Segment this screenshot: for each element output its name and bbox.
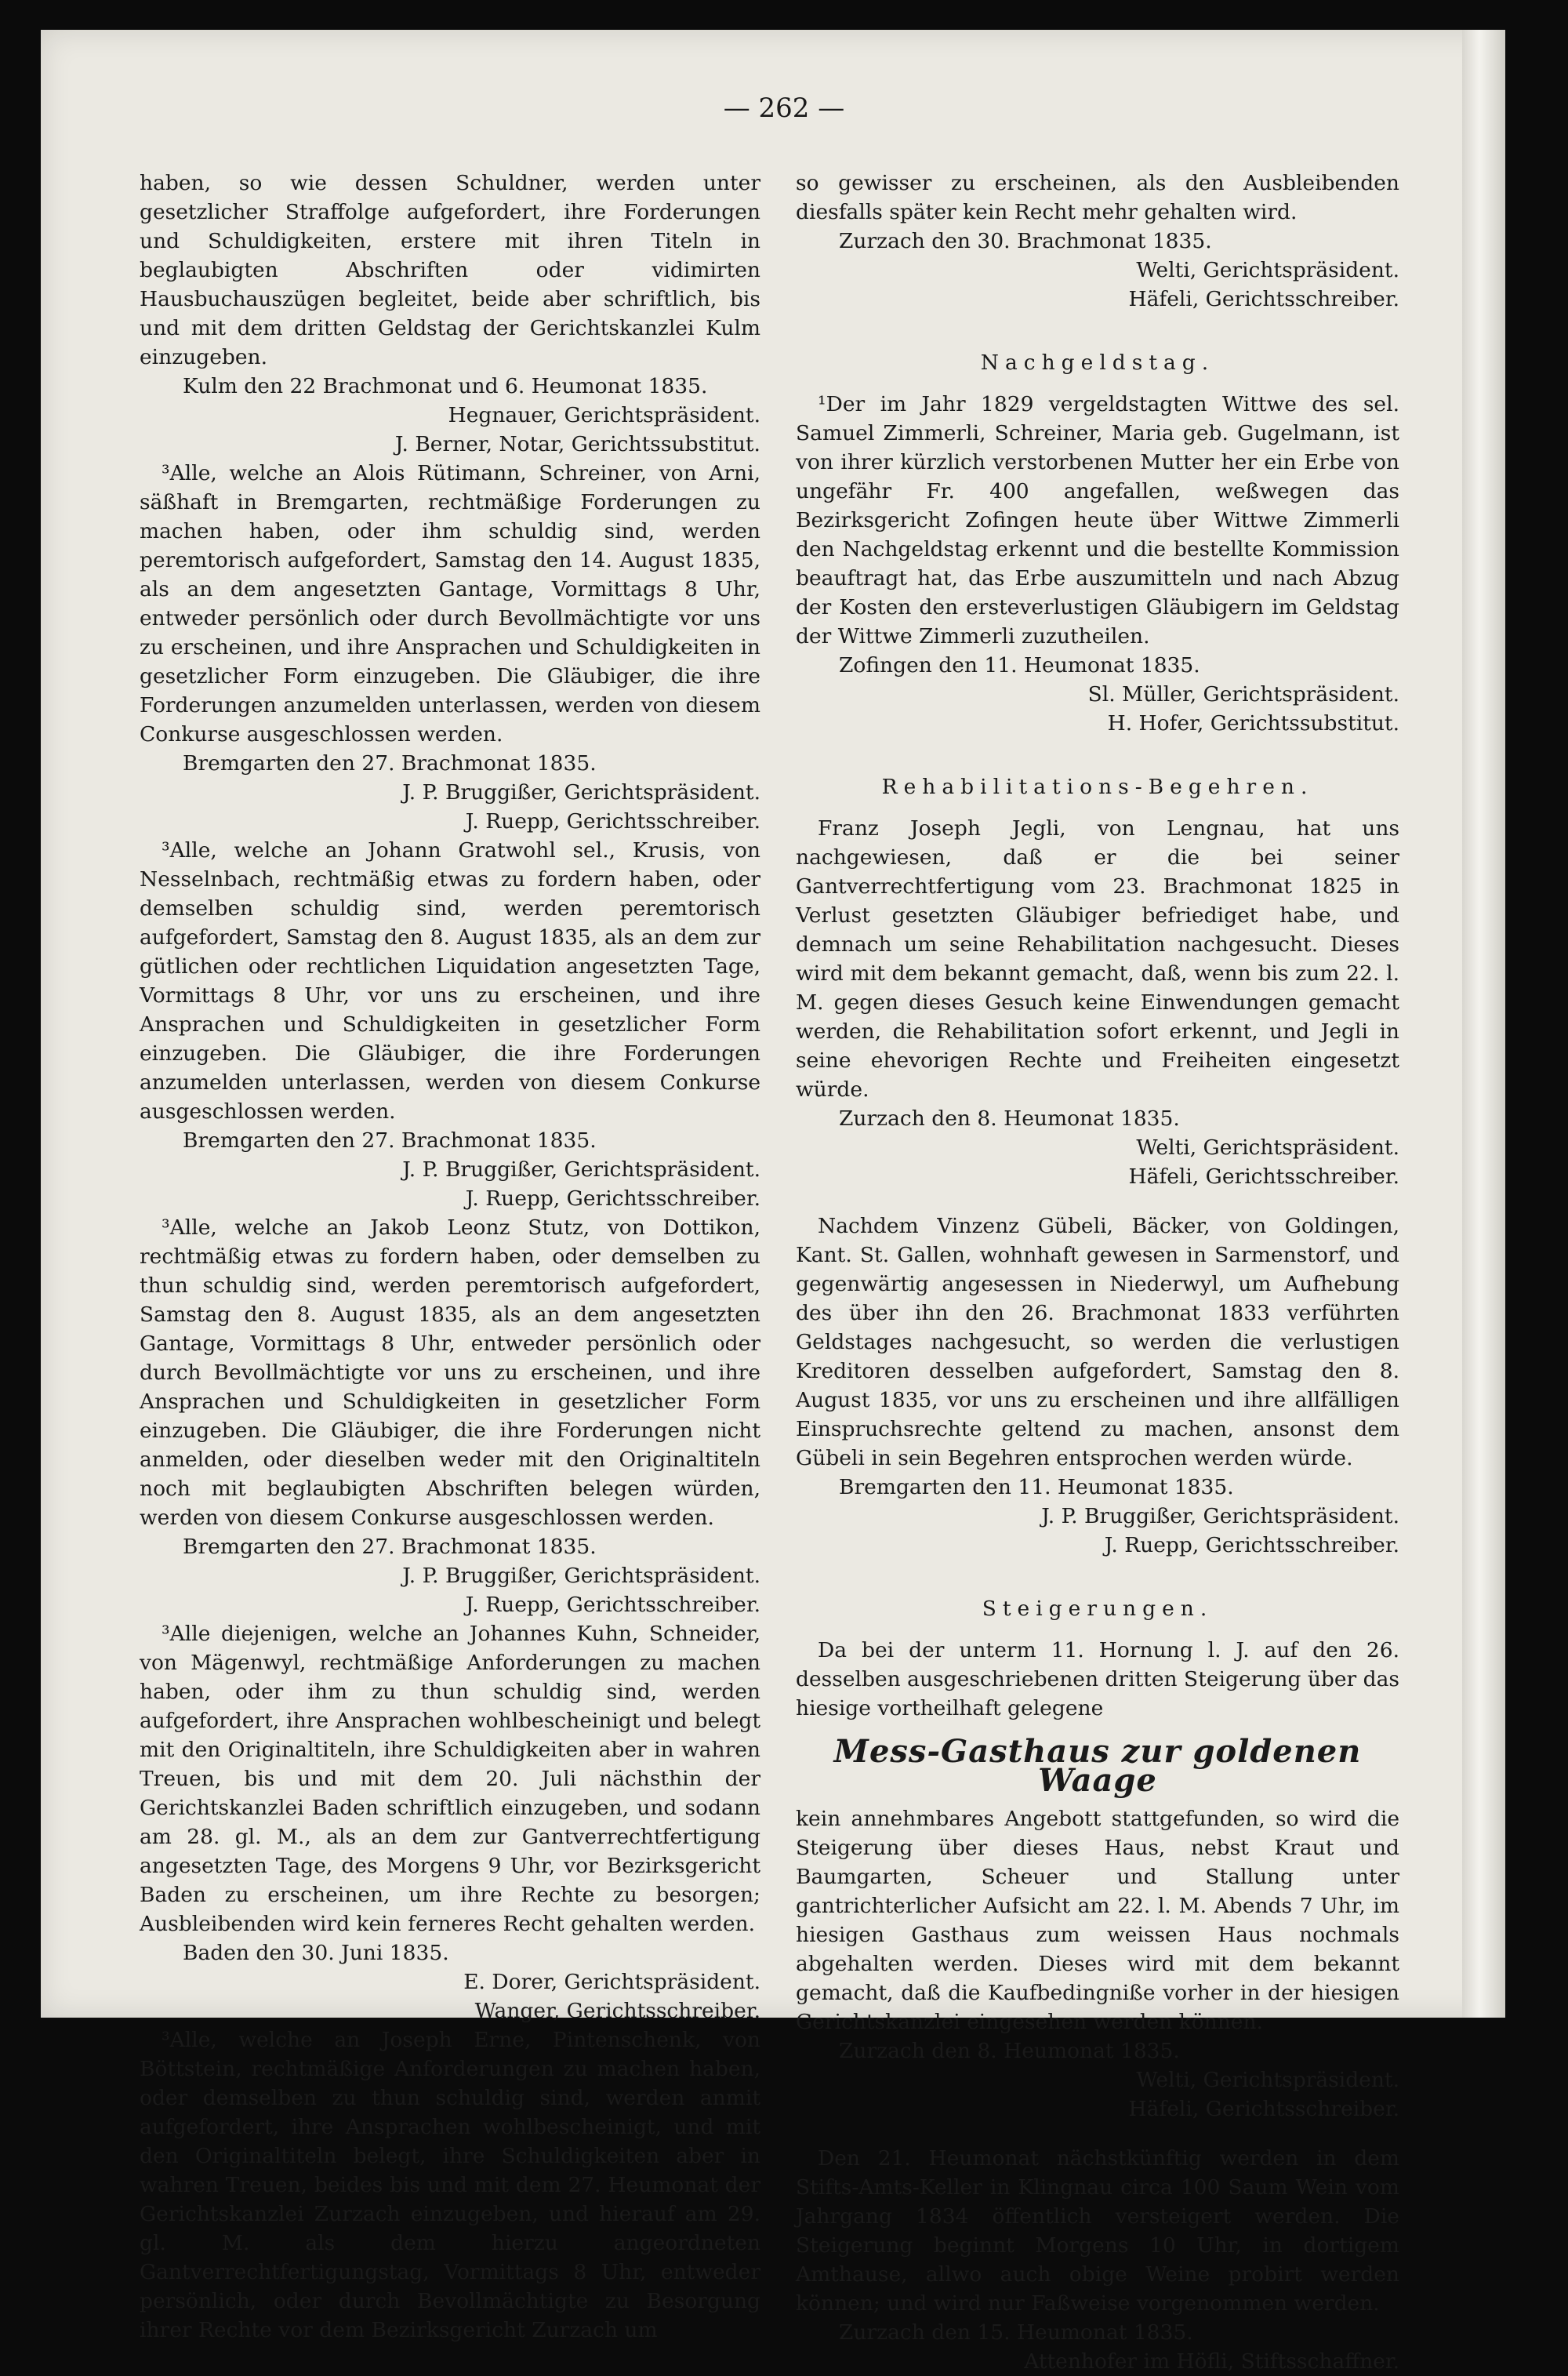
signature: J. Ruepp, Gerichtsschreiber. (1104, 1533, 1399, 1557)
notice-text: kein annehmbares Angebott stattgefunden, so wird die Steigerung über dieses Haus, nebst Kraut und Baumgarten, Scheuer und Stallung unter gantrichterlicher Aufsicht am 22. l. M. Abends 7 Uhr, im hiesigen Gasthaus zum weissen Haus nochmals abgehalten werden. Dieses wird mit dem bekannt gemacht, daß die Kaufbedingniße vorher in der hiesigen Gerichtskanzlei eingesehen werden können. (796, 1807, 1399, 2034)
place-date: Zurzach den 30. Brachmonat 1835. (839, 229, 1212, 253)
signature: J. Ruepp, Gerichtsschreiber. (465, 1593, 760, 1617)
signature: Welti, Gerichtspräsident. (1136, 2068, 1399, 2092)
notice-text: Nachdem Vinzenz Gübeli, Bäcker, von Goldingen, Kant. St. Gallen, wohnhaft gewesen in Sarmenstorf, und gegenwärtig angesessen in Niederwyl, um Aufhebung des über ihn den 26. Brachmonat 1833 verführten Geldstages nachgesucht, so werden die verlustigen Kreditoren desselben aufgefordert, Samstag den 8. August 1835, vor uns zu erscheinen und ihre allfälligen Einspruchsrechte geltend zu machen, ansonst dem Gübeli in sein Begehren entsprochen werden würde. (796, 1214, 1399, 1470)
signature: Sl. Müller, Gerichtspräsident. (1087, 682, 1399, 707)
section-heading: Steigerungen. (982, 1597, 1214, 1621)
signature: J. Ruepp, Gerichtsschreiber. (465, 809, 760, 834)
signature: Häfeli, Gerichtsschreiber. (1128, 287, 1399, 311)
signature: J. P. Bruggißer, Gerichtspräsident. (402, 1157, 760, 1182)
signature: J. Berner, Notar, Gerichtssubstitut. (394, 432, 760, 456)
right-column (796, 169, 1399, 2376)
section-heading: Rehabilitations-Begehren. (881, 775, 1314, 799)
signature: Welti, Gerichtspräsident. (1136, 258, 1399, 282)
left-column (140, 169, 760, 2345)
place-date: Bremgarten den 27. Brachmonat 1835. (183, 751, 597, 776)
notice-text: ³Alle, welche an Joseph Erne, Pintenschenk, von Böttstein, rechtmäßige Anforderungen zu machen haben, oder demselben zu thun schuldig sind, werden anmit aufgefordert, ihre Ansprachen wohlbescheinigt, und mit den Originaltiteln belegt, ihre Schuldigkeiten aber in wahren Treuen, beides bis und mit dem 27. Heumonat der Gerichtskanzlei Zurzach einzugeben, und hierauf am 29. gl. M. als dem hierzu angeordneten Gantverrechtfertigungstag, Vormittags 8 Uhr, entweder persönlich, oder durch Bevollmächtigte zu Besorgung ihrer Rechte vor dem Bezirksgericht Zurzach um (140, 2028, 760, 2342)
place-date: Zurzach den 15. Heumonat 1835. (839, 2320, 1193, 2345)
signature: Attenhofer im Höfli, Stiftsschaffner. (1024, 2349, 1399, 2374)
notice-text: ¹Der im Jahr 1829 vergeldstagten Wittwe des sel. Samuel Zimmerli, Schreiner, Maria geb. Gugelmann, ist von ihrer kürzlich verstorbenen Mutter her ein Erbe von ungefähr Fr. 400 angefallen, weßwegen das Bezirksgericht Zofingen heute über Wittwe Zimmerli den Nachgeldstag erkennt und die bestellte Kommission beauftragt hat, das Erbe auszumitteln und nach Abzug der Kosten den ersteverlustigen Gläubigern im Geldstag der Wittwe Zimmerli zuzutheilen. (796, 392, 1399, 648)
section-heading: Nachgeldstag. (980, 351, 1215, 375)
page-number: — 262 — (723, 93, 845, 124)
notice-text: ³Alle diejenigen, welche an Johannes Kuhn, Schneider, von Mägenwyl, rechtmäßige Anforderungen zu machen haben, oder ihm zu thun schuldig sind, werden aufgefordert, ihre Ansprachen wohlbescheinigt und belegt mit den Originaltiteln, ihre Schuldigkeiten aber in wahren Treuen, bis und mit dem 20. Juli nächsthin der Gerichtskanzlei Baden schriftlich einzugeben, und sodann am 28. gl. M., als an dem zur Gantverrechtfertigung angesetzten Tage, des Morgens 9 Uhr, vor Bezirksgericht Baden zu erscheinen, um ihre Rechte zu besorgen; Ausbleibenden wird kein ferneres Recht gehalten werden. (140, 1622, 760, 1936)
signature: Häfeli, Gerichtsschreiber. (1128, 2097, 1399, 2121)
signature: J. Ruepp, Gerichtsschreiber. (465, 1186, 760, 1211)
notice-text: ³Alle, welche an Johann Gratwohl sel., Krusis, von Nesselnbach, rechtmäßig etwas zu fordern haben, oder demselben schuldig sind, werden peremtorisch aufgefordert, Samstag den 8. August 1835, als an dem zur gütlichen oder rechtlichen Liquidation angesetzten Tage, Vormittags 8 Uhr, vor uns zu erscheinen, und ihre Ansprachen und Schuldigkeiten in gesetzlicher Form einzugeben. Die Gläubiger, die ihre Forderungen anzumelden unterlassen, werden von diesem Conkurse ausgeschlossen werden. (140, 838, 760, 1124)
place-date: Kulm den 22 Brachmonat und 6. Heumonat 1835. (183, 374, 708, 398)
place-date: Bremgarten den 27. Brachmonat 1835. (183, 1535, 597, 1559)
notice-text: so gewisser zu erscheinen, als den Ausbleibenden diesfalls später kein Recht mehr gehalten wird. (796, 171, 1399, 224)
signature: Wanger, Gerichtsschreiber. (474, 1999, 760, 2023)
signature: J. P. Bruggißer, Gerichtspräsident. (402, 780, 760, 805)
notice-text: Da bei der unterm 11. Hornung l. J. auf den 26. desselben ausgeschriebenen dritten Steigerung über das hiesige vortheilhaft gelegene (796, 1638, 1400, 1720)
place-date: Zurzach den 8. Heumonat 1835. (839, 2039, 1180, 2063)
place-date: Zurzach den 8. Heumonat 1835. (839, 1106, 1180, 1131)
signature: E. Dorer, Gerichtspräsident. (463, 1970, 760, 1994)
notice-text: Den 21. Heumonat nächstkünftig werden in dem Stifts-Amts-Keller in Klingnau circa 100 Saum Wein vom Jahrgang 1834 öffentlich versteigert werden. Die Steigerung beginnt Morgens 10 Uhr, in dortigem Amthause, allwo auch obige Weine probirt werden können; und wird nur Faßweise vorgenommen werden. (796, 2146, 1399, 2316)
notice-text: ³Alle, welche an Jakob Leonz Stutz, von Dottikon, rechtmäßig etwas zu fordern haben, oder demselben zu thun schuldig sind, werden peremtorisch aufgefordert, Samstag den 8. August 1835, als an dem angesetzten Gantage, Vormittags 8 Uhr, entweder persönlich oder durch Bevollmächtigte vor uns zu erscheinen, und ihre Ansprachen und Schuldigkeiten in gesetzlicher Form einzugeben. Die Gläubiger, die ihre Forderungen nicht anmelden, oder dieselben weder mit den Originaltiteln noch mit beglaubigten Abschriften belegen würden, werden von diesem Conkurse ausgeschlossen werden. (140, 1215, 760, 1530)
notice-text: haben, so wie dessen Schuldner, werden unter gesetzlicher Straffolge aufgefordert, ihre Forderungen und Schuldigkeiten, erstere mit ihren Titeln in beglaubigten Abschriften oder vidimirten Hausbuchauszügen begleitet, beide aber schriftlich, bis und mit dem dritten Geldstag der Gerichtskanzlei Kulm einzugeben. (140, 171, 760, 369)
signature: Häfeli, Gerichtsschreiber. (1128, 1164, 1399, 1189)
display-heading: Mess-Gasthaus zur goldenen Waage (833, 1733, 1362, 1799)
signature: Hegnauer, Gerichtspräsident. (448, 403, 760, 427)
signature: J. P. Bruggißer, Gerichtspräsident. (1041, 1504, 1399, 1528)
notice-text: ³Alle, welche an Alois Rütimann, Schreiner, von Arni, säßhaft in Bremgarten, rechtmäßige Forderungen zu machen haben, oder ihm schuldig sind, werden peremtorisch aufgefordert, Samstag den 14. August 1835, als an dem angesetzten Gantage, Vormittags 8 Uhr, entweder persönlich oder durch Bevollmächtigte vor uns zu erscheinen, und ihre Ansprachen und Schuldigkeiten in gesetzlicher Form einzugeben. Die Gläubiger, die ihre Forderungen anzumelden unterlassen, werden von diesem Conkurse ausgeschlossen werden. (140, 461, 760, 747)
place-date: Baden den 30. Juni 1835. (183, 1941, 449, 1965)
signature: Welti, Gerichtspräsident. (1136, 1135, 1399, 1160)
page-fold-edge (1462, 30, 1505, 2018)
place-date: Bremgarten den 27. Brachmonat 1835. (183, 1128, 597, 1153)
notice-text: Franz Joseph Jegli, von Lengnau, hat uns nachgewiesen, daß er die bei seiner Gantverrechtfertigung vom 23. Brachmonat 1825 in Verlust gesetzten Gläubiger befriediget habe, und demnach um seine Rehabilitation nachgesucht. Dieses wird mit dem bekannt gemacht, daß, wenn bis zum 22. l. M. gegen dieses Gesuch keine Einwendungen gemacht werden, die Rehabilitation sofort erkennt, und Jegli in seine ehevorigen Rechte und Freiheiten eingesetzt würde. (796, 816, 1399, 1102)
signature: J. P. Bruggißer, Gerichtspräsident. (402, 1564, 760, 1588)
place-date: Zofingen den 11. Heumonat 1835. (839, 653, 1200, 678)
signature: H. Hofer, Gerichtssubstitut. (1107, 711, 1399, 736)
place-date: Bremgarten den 11. Heumonat 1835. (839, 1475, 1234, 1499)
